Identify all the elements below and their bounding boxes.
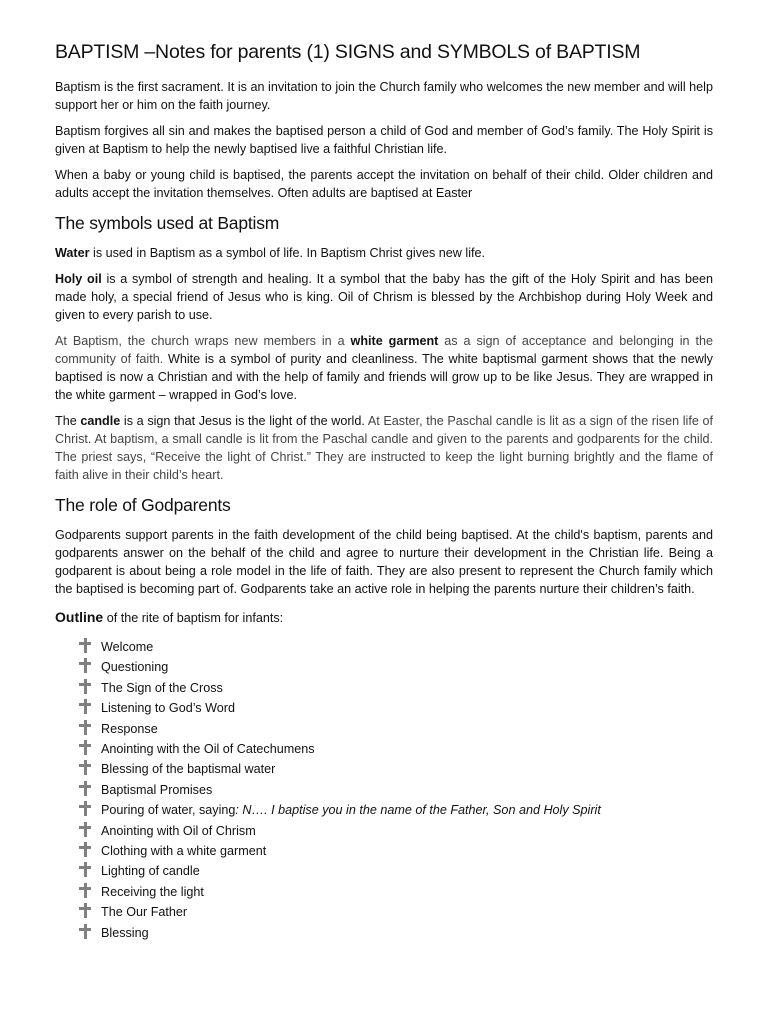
- water-text: is used in Baptism as a symbol of life. In Baptism Christ gives new life.: [89, 246, 485, 260]
- list-item-label: Listening to God’s Word: [101, 701, 235, 716]
- outline-label: Outline: [55, 609, 104, 625]
- oil-paragraph: [55, 270, 713, 324]
- cross-icon: [79, 658, 91, 674]
- cross-icon: [79, 842, 91, 858]
- list-item: [77, 861, 713, 881]
- cross-icon: [79, 822, 91, 838]
- list-item-label: Receiving the light: [101, 884, 204, 899]
- intro-paragraph-1: Baptism is the first sacrament. It is an invitation to join the Church family who welcomes the new member and will help support her or him on the faith journey.: [55, 80, 713, 112]
- candle-text: is a sign that Jesus is the light of the world.: [120, 414, 368, 428]
- cross-icon: [79, 720, 91, 736]
- garment-intro: At Baptism, the church wraps new members in a: [55, 334, 351, 348]
- oil-term: Holy oil: [55, 272, 102, 286]
- document-page: [55, 40, 713, 943]
- list-item: [77, 698, 713, 718]
- symbols-heading: The symbols used at Baptism: [55, 213, 280, 233]
- candle-term: candle: [80, 414, 121, 428]
- intro-paragraph-2: Baptism forgives all sin and makes the baptised person a child of God and member of God’s family. The Holy Spirit is given at Baptism to help the newly baptised live a faithful Christian life.: [55, 124, 713, 156]
- list-item-label: Response: [101, 721, 158, 736]
- intro-paragraph-3: When a baby or young child is baptised, the parents accept the invitation on behalf of their child. Older children and adults accept the invitation themselves. Often adults are baptised at Easter: [55, 168, 713, 200]
- candle-paragraph: [55, 412, 713, 484]
- baptism-formula: : N…. I baptise you in the name of the Father, Son and Holy Spirit: [235, 803, 601, 818]
- list-item: [77, 637, 713, 657]
- godparents-heading: The role of Godparents: [55, 495, 231, 515]
- candle-intro: The: [55, 414, 81, 428]
- list-item-label: Clothing with a white garment: [101, 844, 267, 859]
- list-item-label: Blessing: [101, 925, 149, 940]
- cross-icon: [79, 740, 91, 756]
- outline-intro: [55, 608, 713, 627]
- water-paragraph: [55, 244, 713, 262]
- cross-icon: [79, 699, 91, 715]
- list-item: [77, 719, 713, 739]
- candle-easter-text: At Easter, the Paschal candle is lit as a sign of the risen life of Christ. At baptism, a small candle is lit from the Paschal candle and given to the parents and godparents for the child. The priest says, “Receive the light of Christ.” They are instructed to keep the light burning brightly and the flame of faith alive in their child’s heart.: [55, 414, 713, 482]
- list-item: [77, 821, 713, 841]
- cross-icon: [79, 883, 91, 899]
- list-item: [77, 657, 713, 677]
- rite-outline-list: [55, 637, 713, 943]
- list-item-label: Welcome: [101, 640, 154, 654]
- garment-text: White is a symbol of purity and cleanliness. The white baptismal garment shows that the newly baptised is now a Christian and with the help of family and friends will grow up to be like Jesus. They are wrapped in the white garment – wrapped in God’s love.: [55, 352, 713, 402]
- list-item-label: Pouring of water, saying: [101, 803, 236, 818]
- godparents-paragraph: Godparents support parents in the faith development of the child being baptised. At the child's baptism, parents and godparents answer on the behalf of the child and agree to nurture their development in the Christian life. Being a godparent is about being a role model in the life of faith. They are also present to represent the Church family which the baptised is becoming part of. Godparents take an active role in helping the parents nurture their children’s faith.: [55, 528, 713, 596]
- oil-text: is a symbol of strength and healing. It a symbol that the baby has the gift of the Holy Spirit and has been made holy, a special friend of Jesus who is king. Oil of Chrism is blessed by the Archbishop during Holy Week and given to every parish to use.: [55, 272, 714, 322]
- list-item-label: The Our Father: [101, 905, 188, 920]
- outline-text: of the rite of baptism for infants:: [103, 611, 284, 625]
- list-item-label: The Sign of the Cross: [101, 680, 223, 695]
- list-item: [77, 780, 713, 800]
- list-item-label: Anointing with the Oil of Catechumens: [101, 742, 315, 757]
- cross-icon: [79, 781, 91, 797]
- list-item: [77, 841, 713, 861]
- list-item-label: Questioning: [101, 660, 169, 675]
- list-item: [77, 739, 713, 759]
- cross-icon: [79, 924, 91, 940]
- list-item: [77, 923, 713, 943]
- list-item-label: Blessing of the baptismal water: [101, 762, 276, 777]
- cross-icon: [79, 760, 91, 776]
- list-item-label: Anointing with Oil of Chrism: [101, 823, 256, 838]
- list-item: [77, 882, 713, 902]
- garment-term: white garment: [350, 334, 439, 348]
- list-item-label: Baptismal Promises: [101, 782, 213, 797]
- cross-icon: [79, 862, 91, 878]
- garment-sign: as a sign of acceptance and belonging in the community of faith.: [55, 334, 713, 366]
- list-item: [77, 678, 713, 698]
- cross-icon: [79, 903, 91, 919]
- garment-paragraph: [55, 332, 713, 404]
- water-term: Water: [55, 246, 90, 260]
- page-title: BAPTISM –Notes for parents (1) SIGNS and SYMBOLS of BAPTISM: [55, 41, 641, 63]
- cross-icon: [79, 801, 91, 817]
- list-item: [77, 800, 713, 820]
- cross-icon: [79, 679, 91, 695]
- list-item-label: Lighting of candle: [101, 864, 200, 879]
- list-item: [77, 759, 713, 779]
- cross-icon: [79, 638, 91, 654]
- list-item: [77, 902, 713, 922]
